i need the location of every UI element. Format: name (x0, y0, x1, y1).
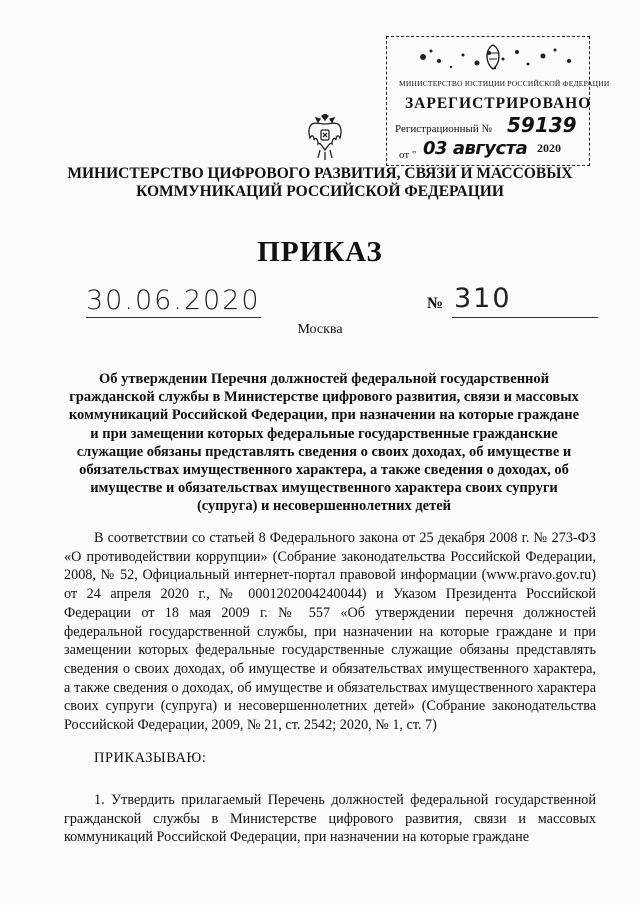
number-label: № (427, 295, 444, 312)
date-underline (86, 317, 261, 318)
order-number: 310 (454, 283, 512, 314)
ministry-name-line1: МИНИСТЕРСТВО ЦИФРОВОГО РАЗВИТИЯ, СВЯЗИ И МАССОВЫХ (67, 165, 573, 182)
number-underline (452, 317, 598, 318)
preamble-paragraph: В соответствии со статьей 8 Федерального закона от 25 декабря 2008 г. № 273-ФЗ «О противодействии коррупции» (Собрание законодательства Российской Федерации, 2008, № 52, Официальный интернет-портал правовой информации (www.pravo.gov.ru) от 24 апреля 2020 г., № 0001202004240044) и Указом Президента Российской Федерации от 18 мая 2009 г. № 557 «Об утверждении перечня должностей федеральной государственной службы, при назначении на которые граждане и при замещении которых федеральные государственные служащие обязаны представлять сведения о своих доходах, об имуществе и обязательствах имущественного характера, а также сведения о доходах, об имуществе и обязательствах имущественного характера своих супруги (супруга) и несовершеннолетних детей» (Собрание законодательства Российской Федерации, 2009, № 21, ст. 2542; 2020, № 1, ст. 7) (64, 530, 596, 734)
order-item-1: 1. Утвердить прилагаемый Перечень должностей федеральной государственной гражданской службы в Министерстве цифрового развития, связи и массовых коммуникаций Российской Федерации, при назначении на которые граждане (64, 792, 596, 846)
order-date: 30.06.2020 (86, 285, 261, 316)
order-directive: ПРИКАЗЫВАЮ: (94, 750, 207, 766)
stamp-header-seal-icon (393, 43, 585, 73)
ministry-name-line2: КОММУНИКАЦИЙ РОССИЙСКОЙ ФЕДЕРАЦИИ (136, 183, 504, 200)
stamp-year: 2020 (537, 141, 561, 155)
stamp-registration-label: Регистрационный № (395, 123, 493, 135)
registration-stamp (386, 36, 610, 166)
stamp-handwritten-date: 03 августа (423, 138, 528, 159)
stamp-ministry-name: МИНИСТЕРСТВО ЮСТИЦИИ РОССИЙСКОЙ ФЕДЕРАЦИИ (399, 79, 610, 88)
ministry-name (40, 165, 600, 201)
city: Москва (297, 322, 343, 337)
order-heading: Об утверждении Перечня должностей федеральной государственной гражданской службы в Министерстве цифрового развития, связи и массовых коммуникаций Российской Федерации, при назначении на которые граждане и при замещении которых федеральные государственные гражданские служащие обязаны представлять сведения о своих доходах, об имуществе и обязательствах имущественного характера, а также сведения о доходах, об имуществе и обязательствах имущественного характера своих супруги (супруга) и несовершеннолетних детей (68, 371, 580, 515)
coat-of-arms-icon (306, 114, 344, 162)
stamp-title: ЗАРЕГИСТРИРОВАНО (405, 95, 592, 112)
stamp-registration-number: 59139 (507, 113, 577, 137)
document-type-title: ПРИКАЗ (257, 236, 383, 268)
stamp-date-label: от " (399, 149, 417, 161)
